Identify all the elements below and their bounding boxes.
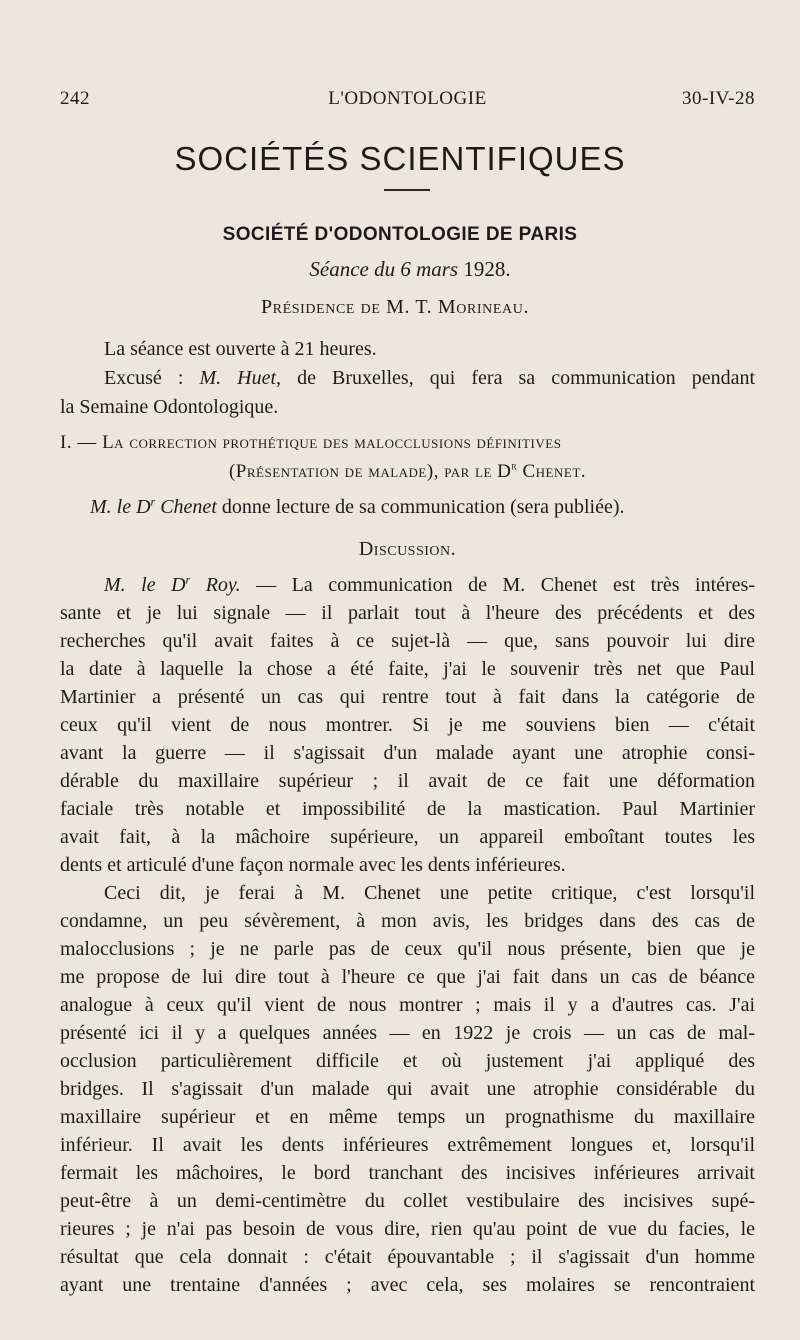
session-date-prefix: Séance du 6 mars [309,257,459,281]
paragraph-2-line: rieures ; je n'ai pas besoin de vous dire, rien qu'au point de vue du facies, le [60,1218,755,1240]
excuse-rest: de Bruxelles, qui fera sa communication pendant [281,367,755,389]
opening-line: La séance est ouverte à 21 heures. [104,338,377,360]
page-number: 242 [60,88,90,109]
speaker-b: Roy. [190,574,241,596]
item-heading-line-2 [60,461,755,483]
paragraph-2-line: me propose de lui dire tout à l'heure ce que j'ai fait dans un cas de béance [60,966,755,988]
speaker-sup: r [185,574,191,587]
paragraph-2-line: condamne, un peu sévèrement, à mon avis, les bridges dans des cas de [60,910,755,932]
paragraph-1-line: avait fait, à la mâchoire supérieure, un appareil emboîtant toutes les [60,826,755,848]
paragraph-2-line: maxillaire supérieur et en même temps un prognathisme du maxillaire [60,1106,755,1128]
issue-date: 30-IV-28 [682,88,755,109]
paragraph-1-line-1 [104,574,755,597]
society-heading: SOCIÉTÉ D'ODONTOLOGIE DE PARIS [222,224,578,245]
paragraph-2-line: résultat que cela donnait : c'était épouvantable ; il s'agissait d'un homme [60,1246,755,1268]
paragraph-1-line: ceux qu'il vient de nous montrer. Si je me souviens bien — c'était [60,714,755,736]
reading-speaker [90,496,217,518]
title-divider [384,189,430,191]
reading-speaker-sup: r [150,496,156,509]
paragraph-1-line: Martinier a présenté un cas qui rentre tout à fait dans la catégorie de [60,686,755,708]
paragraph-2-line: malocclusions ; je ne parle pas de ceux qu'il nous présente, bien que je [60,938,755,960]
paragraph-2-line-1: Ceci dit, je ferai à M. Chenet une petite critique, c'est lorsqu'il [104,882,755,904]
paragraph-1-line: avant la guerre — il s'agissait d'un malade ayant une atrophie consi- [60,742,755,764]
paragraph-2-line: occlusion particulièrement difficile et où justement j'ai appliqué des [60,1050,755,1072]
excuse-label: Excusé : [104,367,200,389]
paragraph-2-line: fermait les mâchoires, le bord tranchant des incisives inférieures arrivait [60,1162,755,1184]
presidency-line: Présidence de M. T. Morineau. [260,296,530,318]
paragraph-2-line: peut-être à un demi-centimètre du collet vestibulaire des incisives supé- [60,1190,755,1212]
reading-rest: donne lecture de sa communication (sera publiée). [216,496,625,518]
paragraph-1-line: faciale très notable et impossibilité de la mastication. Paul Martinier [60,798,755,820]
journal-name: L'ODONTOLOGIE [328,88,487,109]
section-title: SOCIÉTÉS SCIENTIFIQUES [174,140,626,177]
paragraph-1-speaker [104,574,241,596]
session-date [0,257,800,282]
paragraph-2-line: présenté ici il y a quelques années — en 1922 je crois — un cas de mal- [60,1022,755,1044]
reading-speaker-a: M. le D [90,496,151,518]
speaker-a: M. le D [104,574,186,596]
item-heading-line-1: I. — La correction prothétique des malocclusions définitives [60,432,562,453]
paragraph-2-line: ayant une trentaine d'années ; avec cela, ses molaires se rencontraient [60,1274,755,1296]
paragraph-1-line: la date à laquelle la chose a été faite, j'ai le souvenir très net que Paul [60,658,755,680]
paragraph-1-line: dérable du maxillaire supérieur ; il avait de ce fait une déformation [60,770,755,792]
running-header [60,88,755,114]
paragraph-2-line: bridges. Il s'agissait d'un malade qui avait une atrophie considérable du [60,1078,755,1100]
paragraph-2-line: analogue à ceux qu'il vient de nous montrer ; mais il y a d'autres cas. J'ai [60,994,755,1016]
paragraph-2-line: inférieur. Il avait les dents inférieures extrêmement longues et, lorsqu'il [60,1134,755,1156]
excuse-line-2: la Semaine Odontologique. [60,396,279,418]
paragraph-1-line: dents et articulé d'une façon normale avec les dents inférieures. [60,854,566,876]
paragraph-1-line-1-rest: — La communication de M. Chenet est très intéres- [240,574,755,596]
excuse-name: M. Huet, [199,367,282,389]
paragraph-1-line: recherches qu'il avait faites à ce sujet-là — que, sans pouvoir lui dire [60,630,755,652]
paragraph-1-line: sante et je lui signale — il parlait tout à l'heure des précédents et des [60,602,755,624]
discussion-heading: Discussion. [358,538,457,560]
reading-speaker-b: Chenet [155,496,217,518]
session-date-year: 1928. [463,257,511,281]
reading-line [90,496,785,519]
item-heading-line-2b: Chenet. [517,461,587,482]
item-heading-sup: r [511,461,518,473]
item-heading-line-2a: (Présentation de malade), par le D [228,461,512,482]
excuse-line-1 [104,367,755,390]
